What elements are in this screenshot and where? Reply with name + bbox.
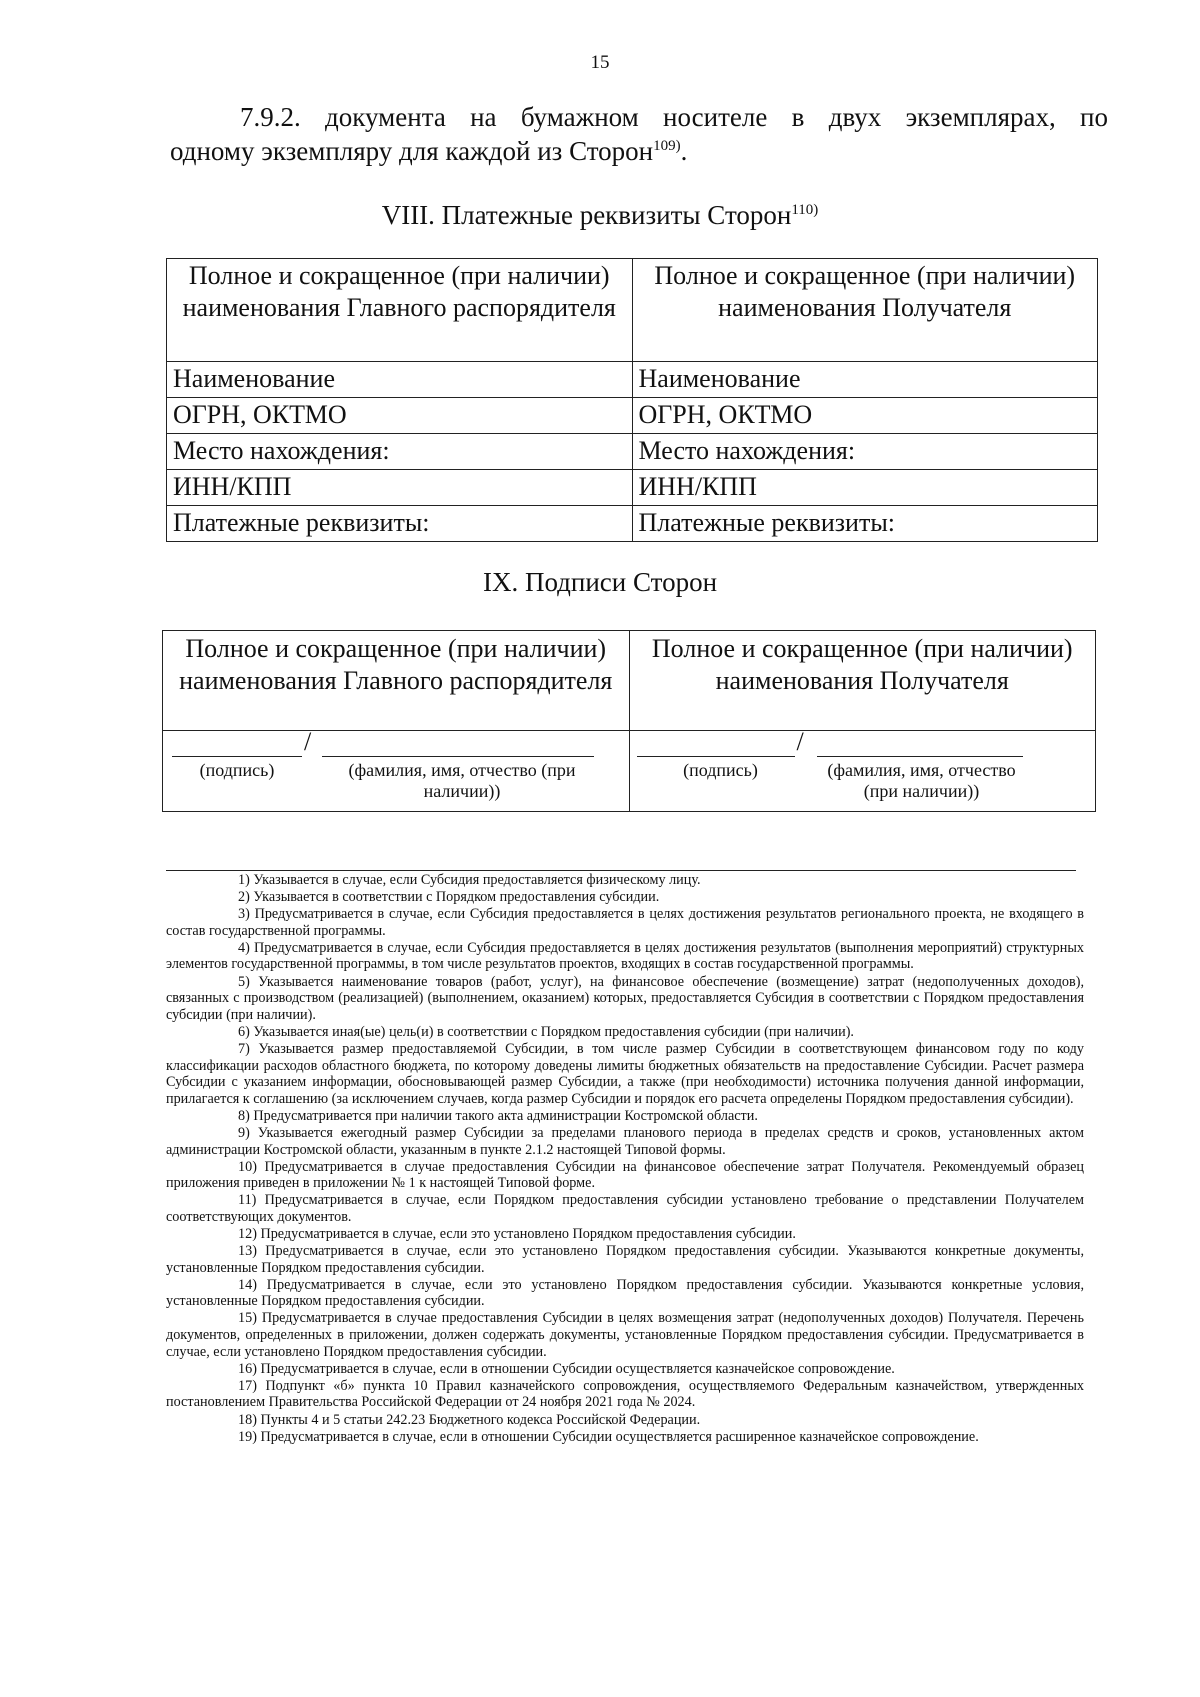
left-row-name: Наименование (167, 362, 633, 398)
signature-right-header: Полное и сокращенное (при наличии) наименования Получателя (629, 631, 1096, 731)
right-row-location: Место нахождения: (632, 434, 1098, 470)
footnote: 1) Указывается в случае, если Субсидия предоставляется физическому лицу. (238, 872, 701, 888)
left-row-location: Место нахождения: (167, 434, 633, 470)
footnote: 19) Предусматривается в случае, если в отношении Субсидии осуществляется расширенное казначейское сопровождение. (238, 1428, 979, 1445)
name-caption-right: (фамилия, имя, отчество (при наличии)) (827, 760, 1016, 801)
footnotes (166, 872, 1084, 1446)
clause-line-2-end: . (680, 136, 688, 166)
right-row-ogrn: ОГРН, ОКТМО (632, 398, 1098, 434)
payment-right-header: Полное и сокращенное (при наличии) наименования Получателя (632, 259, 1098, 362)
footnote: 9) Указывается ежегодный размер Субсидии за пределами планового периода в пределах средств и сроков, установленных актом администрации Костромской области, указанным в пункте 2.1.2 настоящей Типовой формы. (166, 1124, 1084, 1158)
footnote: 12) Предусматривается в случае, если это установлено Порядком предоставления субсидии. (238, 1225, 796, 1242)
footnote: 6) Указывается иная(ые) цель(и) в соответствии с Порядком предоставления субсидии (при наличии). (238, 1023, 854, 1040)
signature-caption-left: (подпись) (199, 760, 275, 780)
signature-left-cell (163, 727, 630, 812)
signature-line-left (172, 756, 302, 757)
footnote-ref-110: 110) (791, 202, 819, 218)
right-row-bank: Платежные реквизиты: (632, 506, 1098, 542)
clause-7-9-2 (170, 100, 1108, 168)
clause-line-2-text: одному экземпляру для каждой из Сторон (170, 136, 654, 166)
footnote: 17) Подпункт «б» пункта 10 Правил казначейского сопровождения, осуществляемого Федеральным казначейством, утвержденных постановлением Правительства Российской Федерации от 24 ноября 2021 года № 2024. (166, 1377, 1084, 1411)
footnote: 15) Предусматривается в случае предоставления Субсидии в целях возмещения затрат (недополученных доходов) Получателя. Перечень документов, определенных в приложении, должен содержать документы, установленные Порядком предоставления субсидии. Предусматривается в случае, если установлено Порядком предоставления субсидии. (166, 1310, 1084, 1360)
signature-left-header: Полное и сокращенное (при наличии) наименования Главного распорядителя (163, 631, 630, 731)
footnote: 16) Предусматривается в случае, если в отношении Субсидии осуществляется казначейское сопровождение. (238, 1360, 895, 1377)
footnote: 14) Предусматривается в случае, если это установлено Порядком предоставления субсидии. Указываются конкретные условия, установленные Порядком предоставления субсидии. (166, 1276, 1084, 1310)
right-row-name: Наименование (632, 362, 1098, 398)
footnote: 2) Указывается в соответствии с Порядком предоставления субсидии. (238, 889, 660, 906)
page-number: 15 (590, 52, 610, 73)
footnote: 13) Предусматривается в случае, если это установлено Порядком предоставления субсидии. Указываются конкретные документы, установленные Порядком предоставления субсидии. (166, 1243, 1084, 1276)
signature-slash-right: / (796, 727, 804, 756)
name-caption-left: (фамилия, имя, отчество (при наличии)) (348, 760, 576, 801)
signatures-table (162, 630, 1096, 812)
left-row-inn: ИНН/КПП (167, 470, 633, 506)
footnote: 8) Предусматривается при наличии такого акта администрации Костромской области. (238, 1107, 758, 1124)
signature-right-cell (629, 727, 1096, 812)
name-line-right (817, 756, 1023, 757)
footnote: 18) Пункты 4 и 5 статьи 242.23 Бюджетного кодекса Российской Федерации. (238, 1411, 701, 1428)
footnote: 3) Предусматривается в случае, если Субсидия предоставляется в целях достижения результатов регионального проекта, не входящего в состав государственной программы. (166, 906, 1084, 939)
name-line-left (322, 756, 594, 757)
section-9-title: IX. Подписи Сторон (482, 567, 718, 597)
footnote-separator (166, 870, 1076, 871)
footnote: 4) Предусматривается в случае, если Субсидия предоставляется в целях достижения результатов (выполнения мероприятий) структурных элементов государственной программы, в том числе результатов проектов, входящих в состав государственной программы. (166, 939, 1084, 973)
footnote: 5) Указывается наименование товаров (работ, услуг), на финансовое обеспечение (возмещение) затрат (недополученных доходов), связанных с производством (реализацией) (выполнением, оказанием) которых, предоставляется Субсидия в соответствии с Порядком предоставления субсидии (при наличии). (166, 973, 1084, 1023)
left-row-bank: Платежные реквизиты: (167, 506, 633, 542)
footnote: 11) Предусматривается в случае, если Порядком предоставления субсидии установлено требование о представлении Получателем соответствующих документов. (166, 1192, 1084, 1225)
clause-line-2 (170, 134, 1108, 168)
footnote: 10) Предусматривается в случае предоставления Субсидии на финансовое обеспечение затрат Получателя. Рекомендуемый образец приложения приведен в приложении № 1 к настоящей Типовой форме. (166, 1158, 1084, 1192)
left-row-ogrn: ОГРН, ОКТМО (167, 398, 633, 434)
signature-caption-right: (подпись) (683, 760, 758, 780)
payment-left-header: Полное и сокращенное (при наличии) наименования Главного распорядителя (167, 259, 633, 362)
payment-details-table (166, 258, 1098, 542)
footnote: 7) Указывается размер предоставляемой Субсидии, в том числе размер Субсидии в соответствующем финансовом году по коду классификации расходов областного бюджета, по которому доведены лимиты бюджетных обязательств на предоставление Субсидии. Расчет размера Субсидии с указанием информации, обосновывающей размер Субсидии, а также (при необходимости) источника получения данной информации, прилагается к соглашению (за исключением случаев, когда размер Субсидии и порядок его расчета определены Порядком предоставления субсидии). (166, 1040, 1084, 1107)
section-8-title-text: VIII. Платежные реквизиты Сторон (381, 200, 792, 230)
clause-line-1: 7.9.2. документа на бумажном носителе в двух экземплярах, по (240, 102, 1108, 132)
section-8-title (0, 200, 1200, 231)
signature-line-right (637, 756, 795, 757)
right-row-inn: ИНН/КПП (632, 470, 1098, 506)
footnote-ref-109: 109) (653, 138, 681, 154)
signature-slash-left: / (304, 727, 312, 756)
